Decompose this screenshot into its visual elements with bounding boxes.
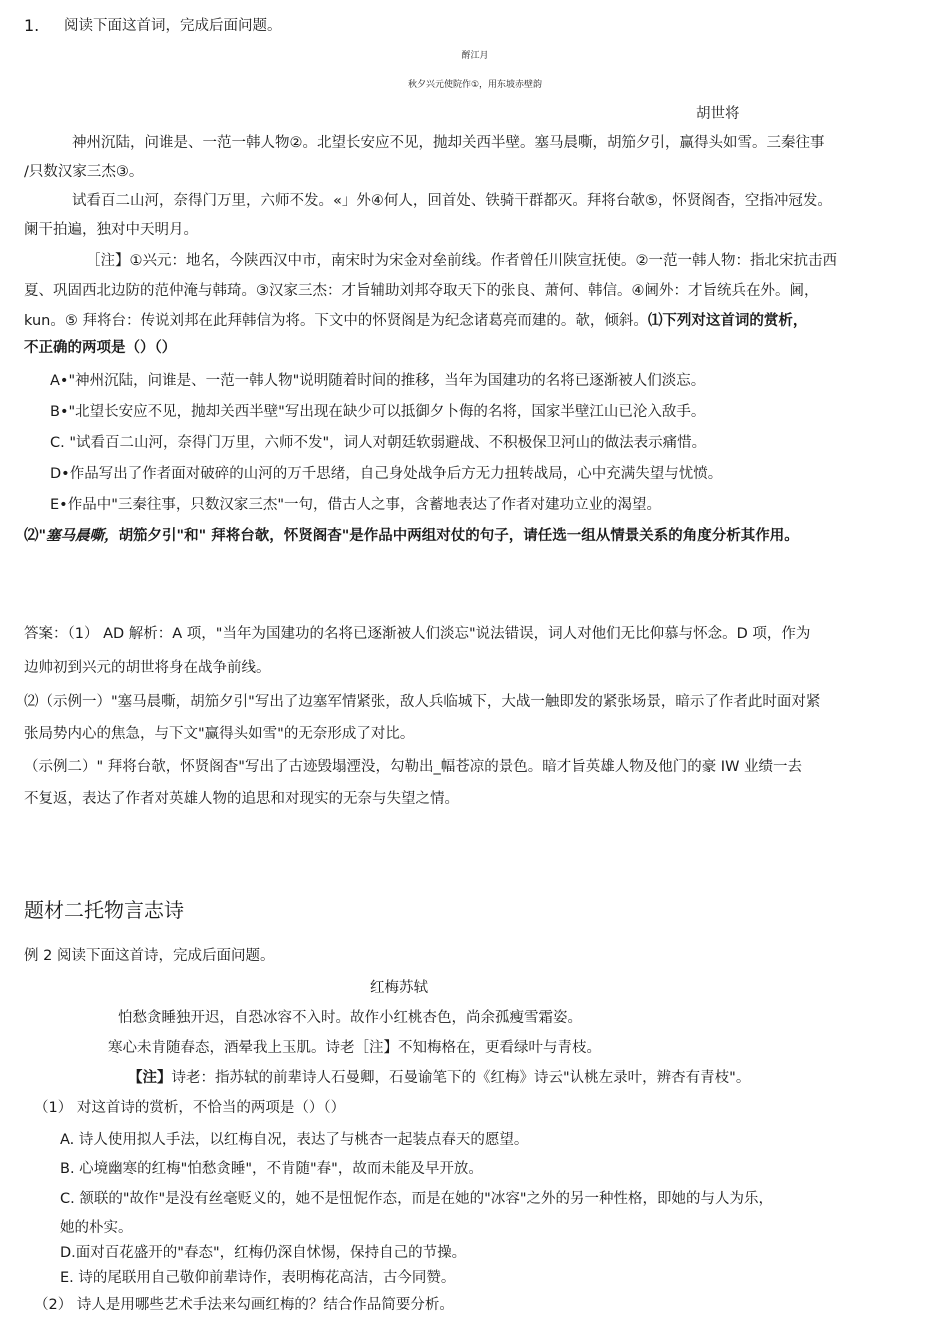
answer-line: ⑵（示例一）"塞马晨嘶，胡笳夕引"写出了边塞军情紧张，敌人兵临城下，大战一触即发的紧张场景，暗示了作者此时面对紧 bbox=[24, 694, 821, 710]
poem-line: 寒心未肯随春态，酒晕我上玉肌。诗老［注】不知梅格在，更看绿叶与青枝。 bbox=[108, 1040, 601, 1056]
sub-question-2: （2） 诗人是用哪些艺术手法来勾画红梅的？结合作品简要分析。 bbox=[34, 1297, 454, 1313]
poem-title: 酹江月 bbox=[461, 51, 489, 61]
poem-note: 夏、巩固西北边防的范仲淹与韩琦。③汉家三杰：才旨辅助刘邦夺取天下的张良、萧何、韩信。④阃外：才旨统兵在外。阃， bbox=[24, 283, 819, 299]
answer-line: 答案：（1） AD 解析：A 项，"当年为国建功的名将已逐渐被人们淡忘"说法错误，词人对他们无比仰慕与怀念。D 项，作为 bbox=[24, 626, 811, 642]
section-title: 题材二托物言志诗 bbox=[24, 898, 184, 922]
question-intro: 阅读下面这首词，完成后面问题。 bbox=[64, 18, 282, 34]
sub-question-1-part2: 不正确的两项是（）（） bbox=[24, 340, 177, 356]
note-text: 诗老：指苏轼的前辈诗人石曼卿，石曼谕笔下的《红梅》诗云"认桃左录叶，辨杏有青枝"。 bbox=[171, 1070, 751, 1086]
answer-line: 边帅初到兴元的胡世将身在战争前线。 bbox=[24, 660, 271, 676]
sub-question-2-text: 胡笳夕引"和" 拜将台欹，怀贤阁杳"是作品中两组对仗的句子，请任选一组从情景关系的角度分析其作用。 bbox=[118, 528, 799, 544]
sub-question-2-prefix: ⑵ bbox=[24, 528, 39, 544]
answer-line: 不复返，表达了作者对英雄人物的追思和对现实的无奈与失望之情。 bbox=[24, 791, 459, 807]
poem-note bbox=[24, 311, 807, 331]
sub-question-2 bbox=[24, 526, 799, 546]
poem-line: 试看百二山河，奈得门万里，六师不发。«」外④何人，回首处、铁骑干群都灭。拜将台欹⑤，怀贤阁杳，空指冲冠发。 bbox=[72, 193, 832, 209]
poem-note-text: kun。⑤ 拜将台：传说刘邦在此拜韩信为将。下文中的怀贤阁是为纪念诸葛亮而建的。欹，倾斜。 bbox=[24, 313, 648, 329]
poem-line: /只数汉家三杰③。 bbox=[24, 164, 144, 180]
answer-line: 张局势内心的焦急，与下文"赢得头如雪"的无奈形成了对比。 bbox=[24, 726, 415, 742]
poem-subtitle: 秋夕兴元使院作①，用东坡赤壁韵 bbox=[407, 80, 543, 90]
option-d: D•作品写出了作者面对破碎的山河的万千思绪，自己身处战争后方无力扭转战局，心中充满失望与忧愤。 bbox=[50, 466, 723, 482]
poem-line: 神州沉陆，问谁是、一范一韩人物②。北望长安应不见，抛却关西半壁。塞马晨嘶，胡笳夕引，赢得头如雪。三秦往事 bbox=[72, 135, 825, 151]
poem-line: 阑干拍遍，独对中天明月。 bbox=[24, 222, 198, 238]
poem-line: 怕愁贪睡独开迟，自恐冰容不入时。故作小红桃杏色，尚余孤瘦雪霜姿。 bbox=[118, 1010, 582, 1026]
sub-question-1-part1: ⑴下列对这首词的赏析， bbox=[647, 313, 808, 329]
option-c-continued: 她的朴实。 bbox=[60, 1220, 133, 1236]
option-e: E. 诗的尾联用自己敬仰前辈诗作，表明梅花高洁，古今同赞。 bbox=[60, 1270, 456, 1286]
sub-question-2-italic: "塞马晨嘶， bbox=[38, 528, 119, 544]
poem-note bbox=[128, 1068, 750, 1088]
note-label: 【注】 bbox=[128, 1070, 172, 1086]
option-a: A•"神州沉陆，问谁是、一范一韩人物"说明随着时间的推移，当年为国建功的名将已逐渐被人们淡忘。 bbox=[50, 373, 706, 389]
example-intro: 例 2 阅读下面这首诗，完成后面问题。 bbox=[24, 948, 275, 964]
option-b: B•"北望长安应不见，抛却关西半壁"写出现在缺少可以抵御夕卜侮的名将，国家半壁江山已沦入敌手。 bbox=[50, 404, 706, 420]
option-a: A. 诗人使用拟人手法，以红梅自况，表达了与桃杏一起装点春天的愿望。 bbox=[60, 1132, 529, 1148]
option-b: B. 心境幽寒的红梅"怕愁贪睡"，不肯随"春"，故而未能及早开放。 bbox=[60, 1161, 483, 1177]
sub-question-1: （1） 对这首诗的赏析，不恰当的两项是（）（） bbox=[34, 1100, 346, 1116]
poem-title: 红梅苏轼 bbox=[370, 980, 428, 996]
option-c: C. "试看百二山河，奈得门万里，六师不发"，词人对朝廷软弱避战、不积极保卫河山的做法表示痛惜。 bbox=[50, 435, 707, 451]
option-e: E•作品中"三秦往事，只数汉家三杰"一句，借古人之事，含蓄地表达了作者对建功立业的渴望。 bbox=[50, 497, 662, 513]
answer-line: （示例二）" 拜将台欹，怀贤阁杳"写出了古迹毁塌湮没，勾勒出_幅苍凉的景色。暗才旨英雄人物及他门的豪 IW 业绩一去 bbox=[24, 759, 803, 775]
poem-author: 胡世将 bbox=[696, 106, 740, 122]
question-number: 1. bbox=[24, 16, 40, 35]
option-c: C. 颔联的"故作"是没有丝毫贬义的，她不是忸怩作态，而是在她的"冰容"之外的另一种性格，即她的与人为乐， bbox=[60, 1191, 774, 1207]
poem-note: ［注】①兴元：地名，今陕西汉中市，南宋时为宋金对垒前线。作者曾任川陕宣抚使。②一范一韩人物：指北宋抗击西 bbox=[86, 253, 837, 269]
option-d: D.面对百花盛开的"春态"，红梅仍深自怵惕，保持自己的节操。 bbox=[60, 1245, 467, 1261]
